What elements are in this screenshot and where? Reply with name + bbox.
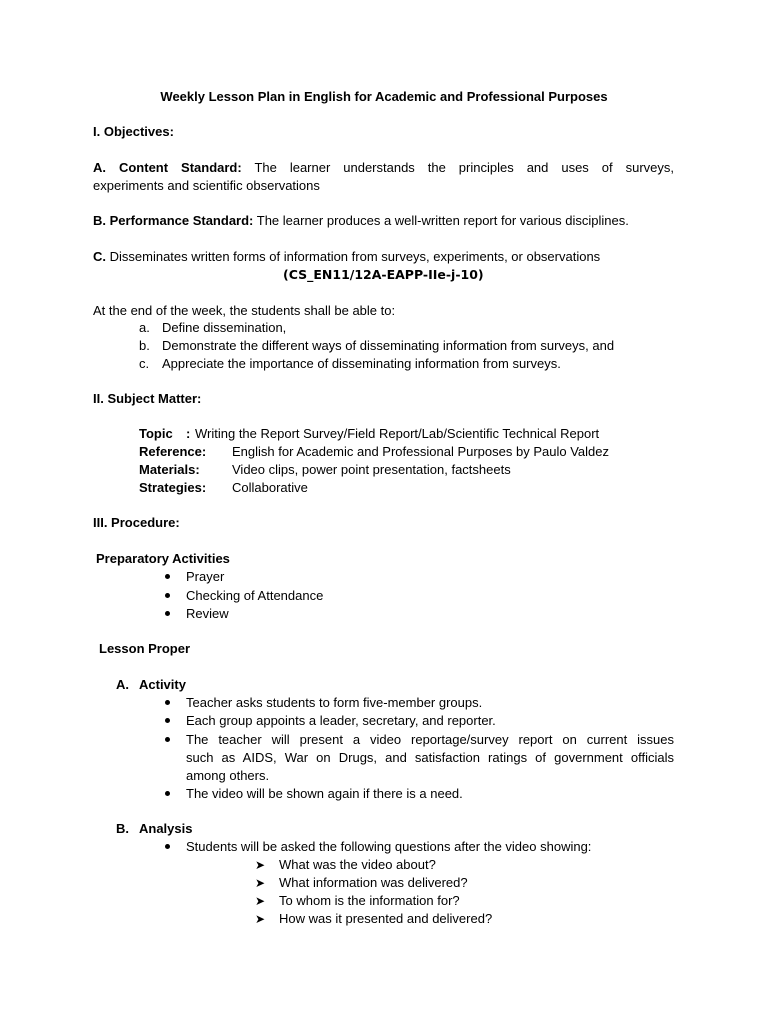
activity-item-continuation: such as AIDS, War on Drugs, and satisfaction ratings of government officials bbox=[186, 750, 674, 765]
reference-value: English for Academic and Professional Purposes by Paulo Valdez bbox=[232, 444, 609, 459]
analysis-question bbox=[255, 893, 460, 909]
activity-letter: A. bbox=[116, 677, 129, 692]
preparatory-item: Review bbox=[186, 606, 229, 621]
performance-standard-label: B. Performance Standard: bbox=[93, 213, 254, 228]
topic-colon: : bbox=[186, 426, 191, 441]
strategies-value: Collaborative bbox=[232, 480, 308, 495]
activity-item: Each group appoints a leader, secretary, and reporter. bbox=[186, 713, 496, 728]
subject-matter-heading: II. Subject Matter: bbox=[93, 391, 202, 406]
procedure-heading: III. Procedure: bbox=[93, 515, 180, 530]
objective-item-letter: c. bbox=[139, 356, 150, 371]
analysis-question-text: What was the video about? bbox=[279, 857, 436, 872]
activity-item: The video will be shown again if there is a need. bbox=[186, 786, 463, 801]
strategies-label: Strategies: bbox=[139, 480, 207, 495]
analysis-intro: Students will be asked the following questions after the video showing: bbox=[186, 839, 592, 854]
lesson-proper-heading: Lesson Proper bbox=[99, 641, 191, 656]
activity-item: Teacher asks students to form five-member groups. bbox=[186, 695, 483, 710]
performance-standard bbox=[93, 213, 629, 229]
objective-item: Appreciate the importance of disseminating information from surveys. bbox=[162, 356, 561, 371]
arrow-bullet-icon: ➤ bbox=[255, 912, 266, 926]
analysis-question-text: How was it presented and delivered? bbox=[279, 911, 493, 926]
activity-item: The teacher will present a video reportage/survey report on current issues bbox=[186, 732, 674, 747]
analysis-question-text: What information was delivered? bbox=[279, 875, 468, 890]
topic-label: Topic bbox=[139, 426, 173, 441]
document-title: Weekly Lesson Plan in English for Academic and Professional Purposes bbox=[160, 89, 608, 104]
objectives-intro: At the end of the week, the students shall be able to: bbox=[93, 303, 396, 318]
content-standard-text: The learner understands the principles and uses of surveys, bbox=[254, 160, 674, 175]
materials-value: Video clips, power point presentation, factsheets bbox=[232, 462, 511, 477]
arrow-bullet-icon: ➤ bbox=[255, 858, 266, 872]
competency-code: (CS_EN11/12A-EAPP-IIe-j-10) bbox=[283, 267, 484, 282]
arrow-bullet-icon: ➤ bbox=[255, 876, 266, 890]
performance-standard-text: The learner produces a well-written report for various disciplines. bbox=[256, 213, 629, 228]
content-standard-line bbox=[93, 160, 674, 176]
objective-item-letter: a. bbox=[139, 320, 150, 335]
analysis-question-text: To whom is the information for? bbox=[279, 893, 460, 908]
competency bbox=[93, 249, 600, 265]
analysis-question bbox=[255, 875, 468, 891]
preparatory-item: Checking of Attendance bbox=[186, 588, 324, 603]
reference-label: Reference: bbox=[139, 444, 207, 459]
objectives-heading: I. Objectives: bbox=[93, 124, 174, 139]
arrow-bullet-icon: ➤ bbox=[255, 894, 266, 908]
objective-item-letter: b. bbox=[139, 338, 150, 353]
content-standard-line2: experiments and scientific observations bbox=[93, 178, 320, 193]
analysis-question bbox=[255, 857, 436, 873]
analysis-heading: Analysis bbox=[139, 821, 193, 836]
activity-heading: Activity bbox=[139, 677, 186, 692]
analysis-question bbox=[255, 911, 493, 927]
competency-label: C. bbox=[93, 249, 106, 264]
objective-item: Demonstrate the different ways of disseminating information from surveys, and bbox=[162, 338, 615, 353]
topic-value: Writing the Report Survey/Field Report/Lab/Scientific Technical Report bbox=[195, 426, 600, 441]
materials-label: Materials: bbox=[139, 462, 200, 477]
preparatory-item: Prayer bbox=[186, 569, 225, 584]
objective-item: Define dissemination, bbox=[162, 320, 287, 335]
competency-text: Disseminates written forms of information from surveys, experiments, or observations bbox=[109, 249, 601, 264]
preparatory-heading: Preparatory Activities bbox=[96, 551, 230, 566]
analysis-letter: B. bbox=[116, 821, 129, 836]
activity-item-continuation: among others. bbox=[186, 768, 270, 783]
content-standard-label: A. Content Standard: bbox=[93, 160, 242, 175]
